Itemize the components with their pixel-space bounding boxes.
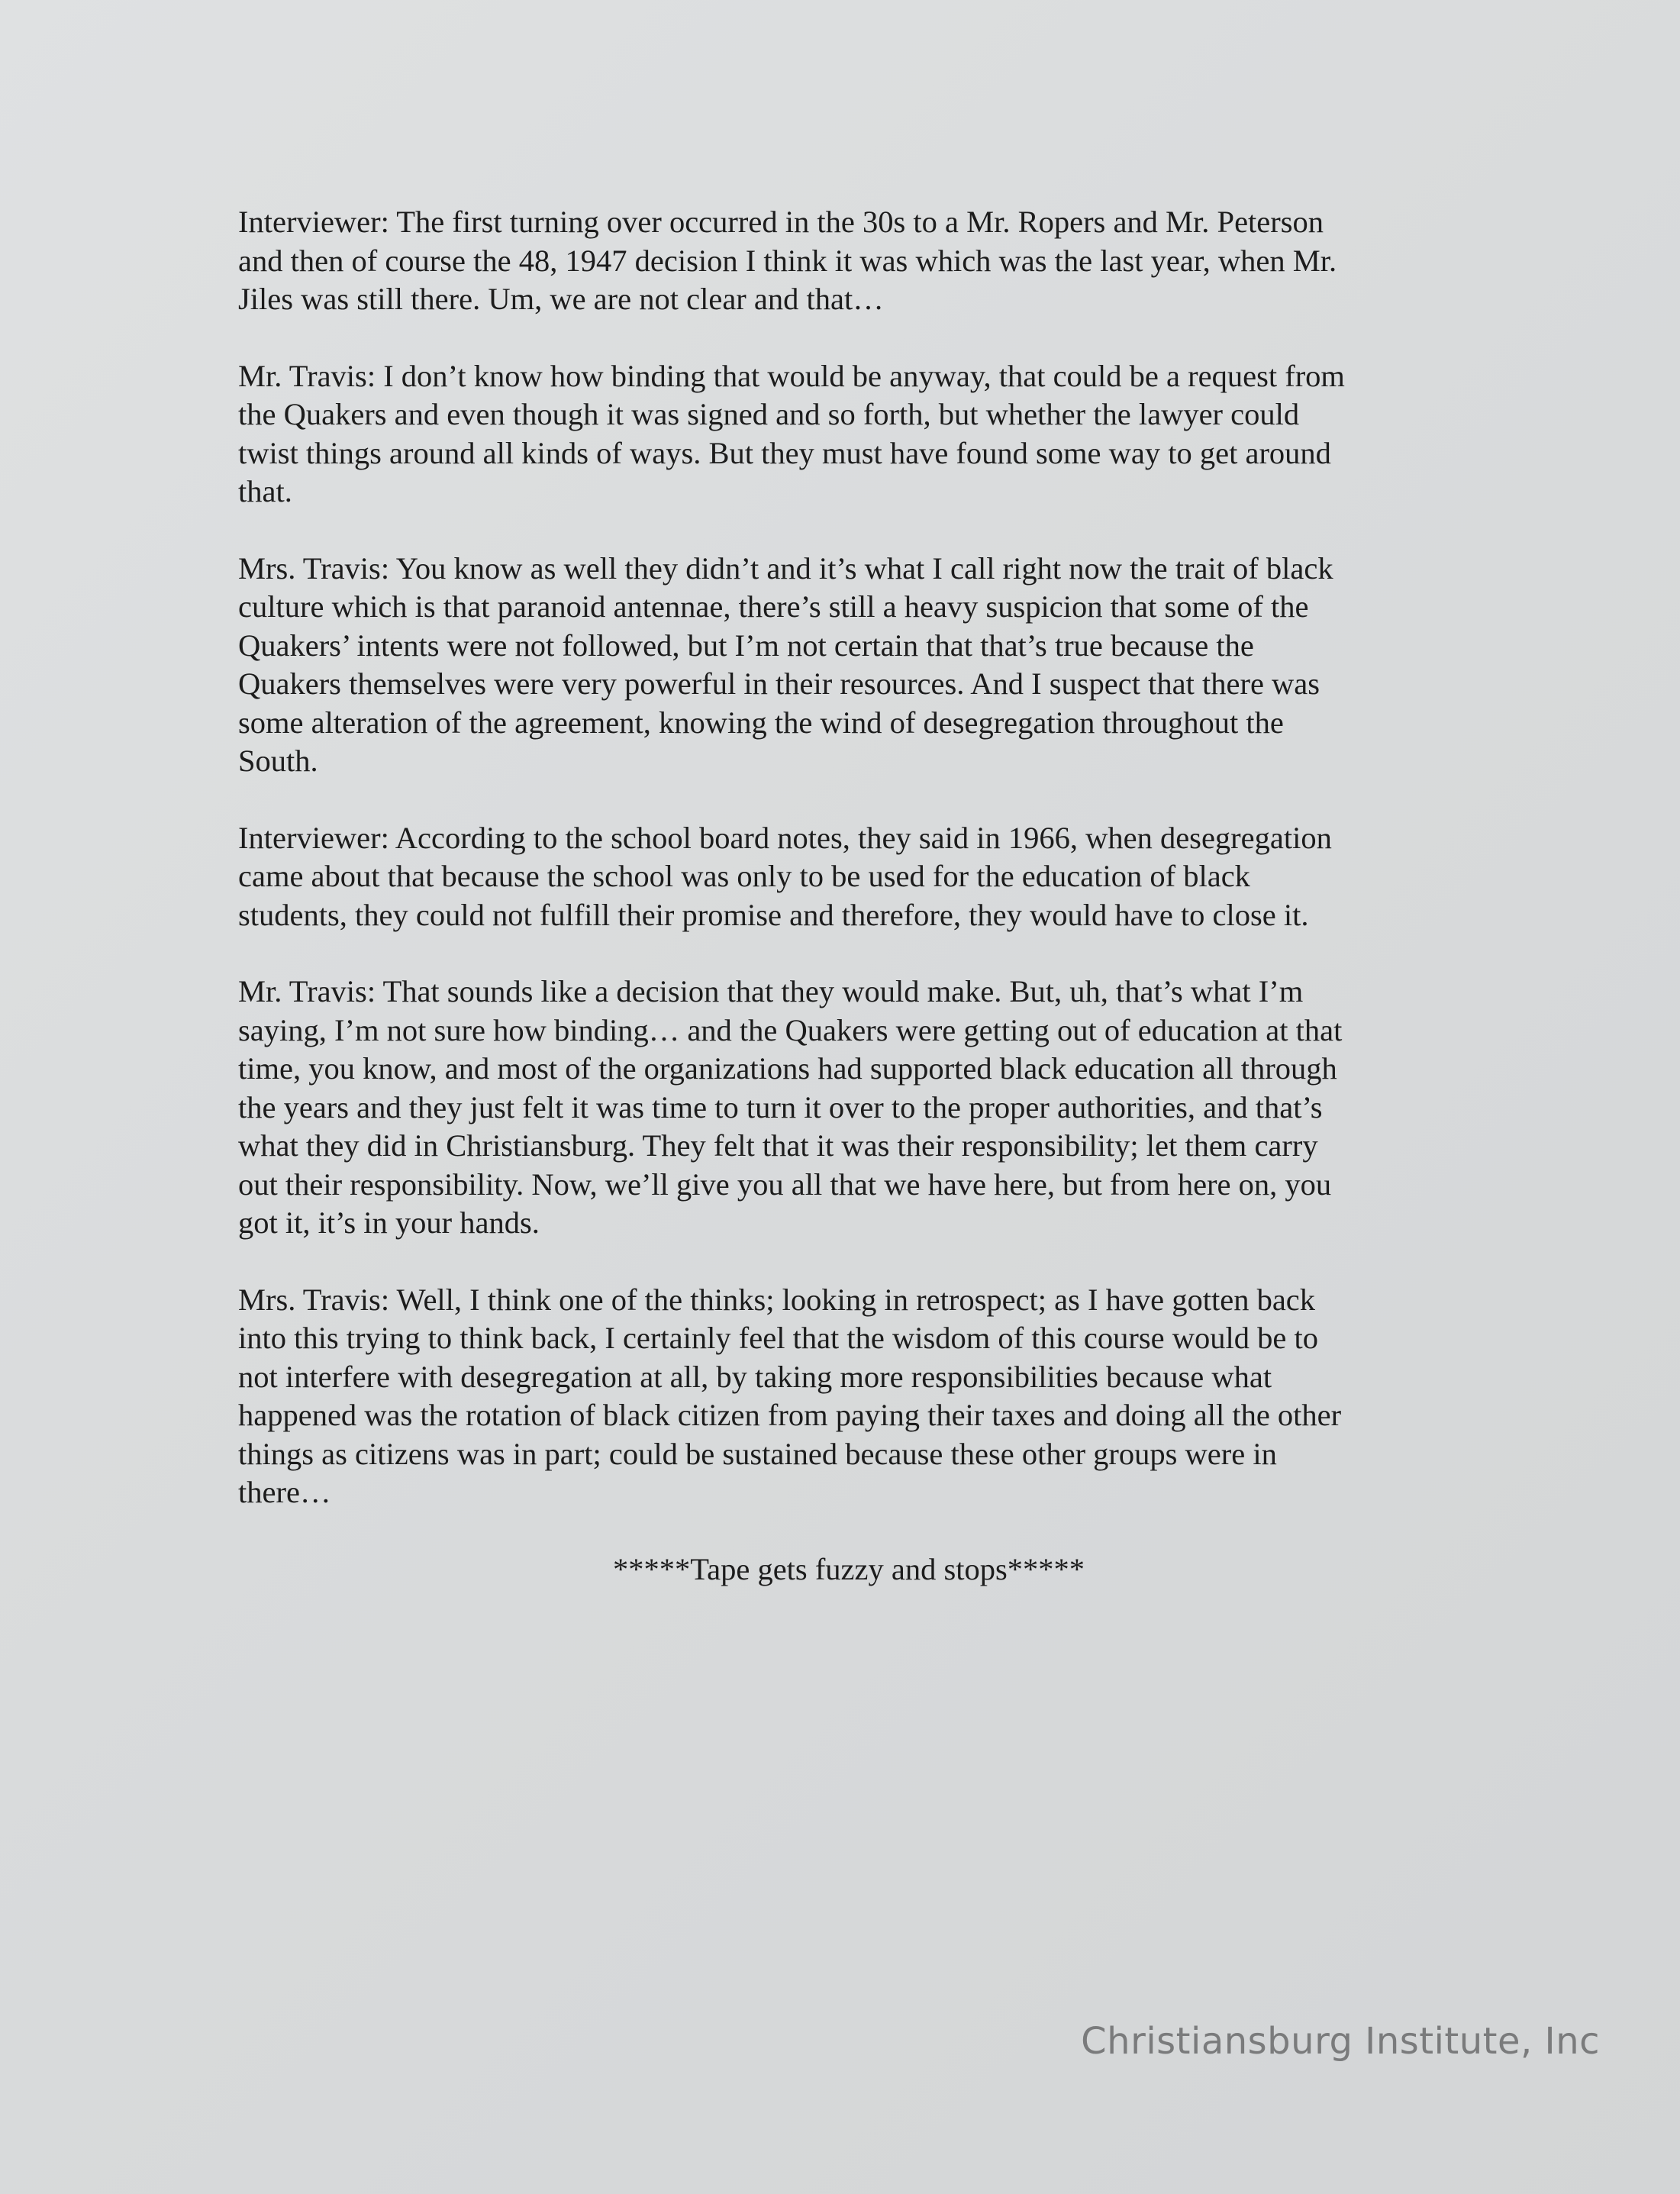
transcript-paragraph-4: Interviewer: According to the school board notes, they said in 1966, when desegregation came about that because the school was only to be used for the education of black students, they could not fulfill their promise and therefore, they would have to close it.	[238, 820, 1332, 932]
transcript-paragraph-3: Mrs. Travis: You know as well they didn’t and it’s what I call right now the trait of black culture which is that paranoid antennae, there’s still a heavy suspicion that some of the Quakers’ intents were not followed, but I’m not certain that that’s true because the Quakers themselves were very powerful in their resources. And I suspect that there was some alteration of the agreement, knowing the wind of desegregation throughout the South.	[238, 550, 1333, 778]
tape-note: *****Tape gets fuzzy and stops*****	[612, 1551, 1085, 1586]
transcript-paragraph-1: Interviewer: The first turning over occurred in the 30s to a Mr. Ropers and Mr. Peterson and then of course the 48, 1947 decision I think it was which was the last year, when Mr. Jiles was still there. Um, we are not clear and that…	[238, 205, 1337, 316]
transcript-paragraph-6: Mrs. Travis: Well, I think one of the thinks; looking in retrospect; as I have gotten back into this trying to think back, I certainly feel that the wisdom of this course would be to not interfere with desegregation at all, by taking more responsibilities because what happened was the rotation of black citizen from paying their taxes and doing all the other things as citizens was in part; could be sustained because these other groups were in there…	[238, 1282, 1342, 1509]
transcript-paragraph-5: Mr. Travis: That sounds like a decision that they would make. But, uh, that’s what I’m saying, I’m not sure how binding… and the Quakers were getting out of education at that time, you know, and most of the organizations had supported black education all through the years and they just felt it was time to turn it over to the proper authorities, and that’s what they did in Christiansburg. They felt that it was their responsibility; let them carry out their responsibility. Now, we’ll give you all that we have here, but from here on, you got it, it’s in your hands.	[238, 974, 1343, 1240]
transcript-body	[238, 203, 1444, 1589]
watermark-text: Christiansburg Institute, Inc	[1081, 2020, 1600, 2063]
transcript-paragraph-2: Mr. Travis: I don’t know how binding that would be anyway, that could be a request from the Quakers and even though it was signed and so forth, but whether the lawyer could twist things around all kinds of ways. But they must have found some way to get around that.	[238, 358, 1345, 508]
